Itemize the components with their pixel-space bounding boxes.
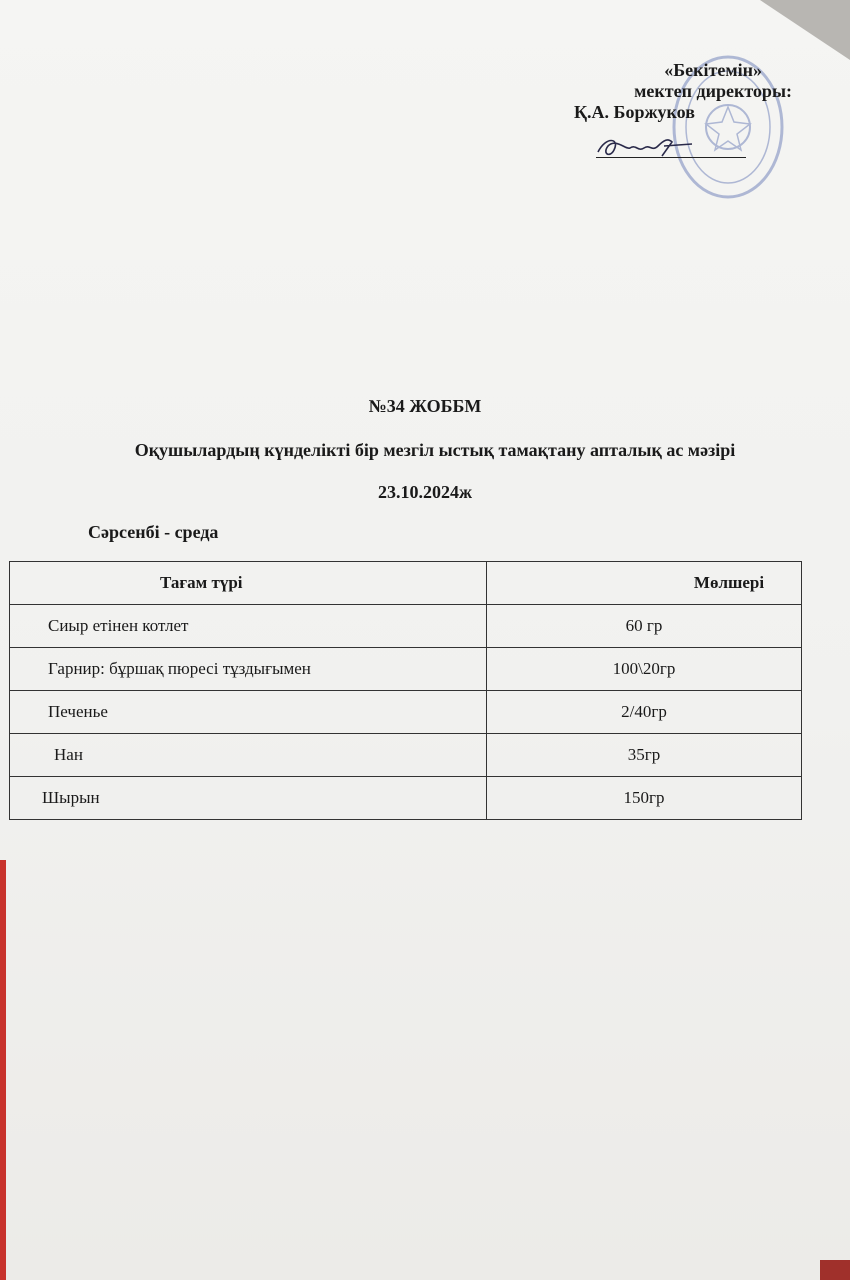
menu-date: 23.10.2024ж [377, 482, 473, 502]
approval-position: мектеп директоры: [634, 81, 792, 101]
table-row [10, 648, 802, 691]
dish-cell: Шырын [10, 777, 487, 820]
approval-title: «Бекітемін» [664, 60, 762, 80]
dish-cell: Нан [10, 734, 487, 777]
red-background-corner [820, 1260, 850, 1280]
dish-cell: Печенье [10, 691, 487, 734]
table-row [10, 777, 802, 820]
amount-cell: 150гр [487, 777, 802, 820]
school-name: №34 ЖОББМ [368, 396, 482, 416]
column-header-dish: Тағам түрі [10, 562, 487, 605]
amount-cell: 35гр [487, 734, 802, 777]
menu-table [9, 561, 802, 820]
dish-cell: Гарнир: бұршақ пюресі тұздығымен [10, 648, 487, 691]
table-row [10, 691, 802, 734]
table-row [10, 734, 802, 777]
day-of-week: Сәрсенбі - среда [88, 522, 219, 542]
amount-cell: 60 гр [487, 605, 802, 648]
approval-person: Қ.А. Боржуков [574, 102, 695, 122]
table-row [10, 605, 802, 648]
signature-line [596, 157, 746, 158]
dish-cell: Сиыр етінен котлет [10, 605, 487, 648]
approval-block [570, 60, 810, 123]
amount-cell: 100\20гр [487, 648, 802, 691]
amount-cell: 2/40гр [487, 691, 802, 734]
red-background-edge [0, 860, 6, 1280]
column-header-amount: Мөлшері [487, 562, 802, 605]
table-header-row [10, 562, 802, 605]
menu-subtitle: Оқушылардың күнделікті бір мезгіл ыстық тамақтану апталық ас мәзірі [134, 440, 736, 460]
